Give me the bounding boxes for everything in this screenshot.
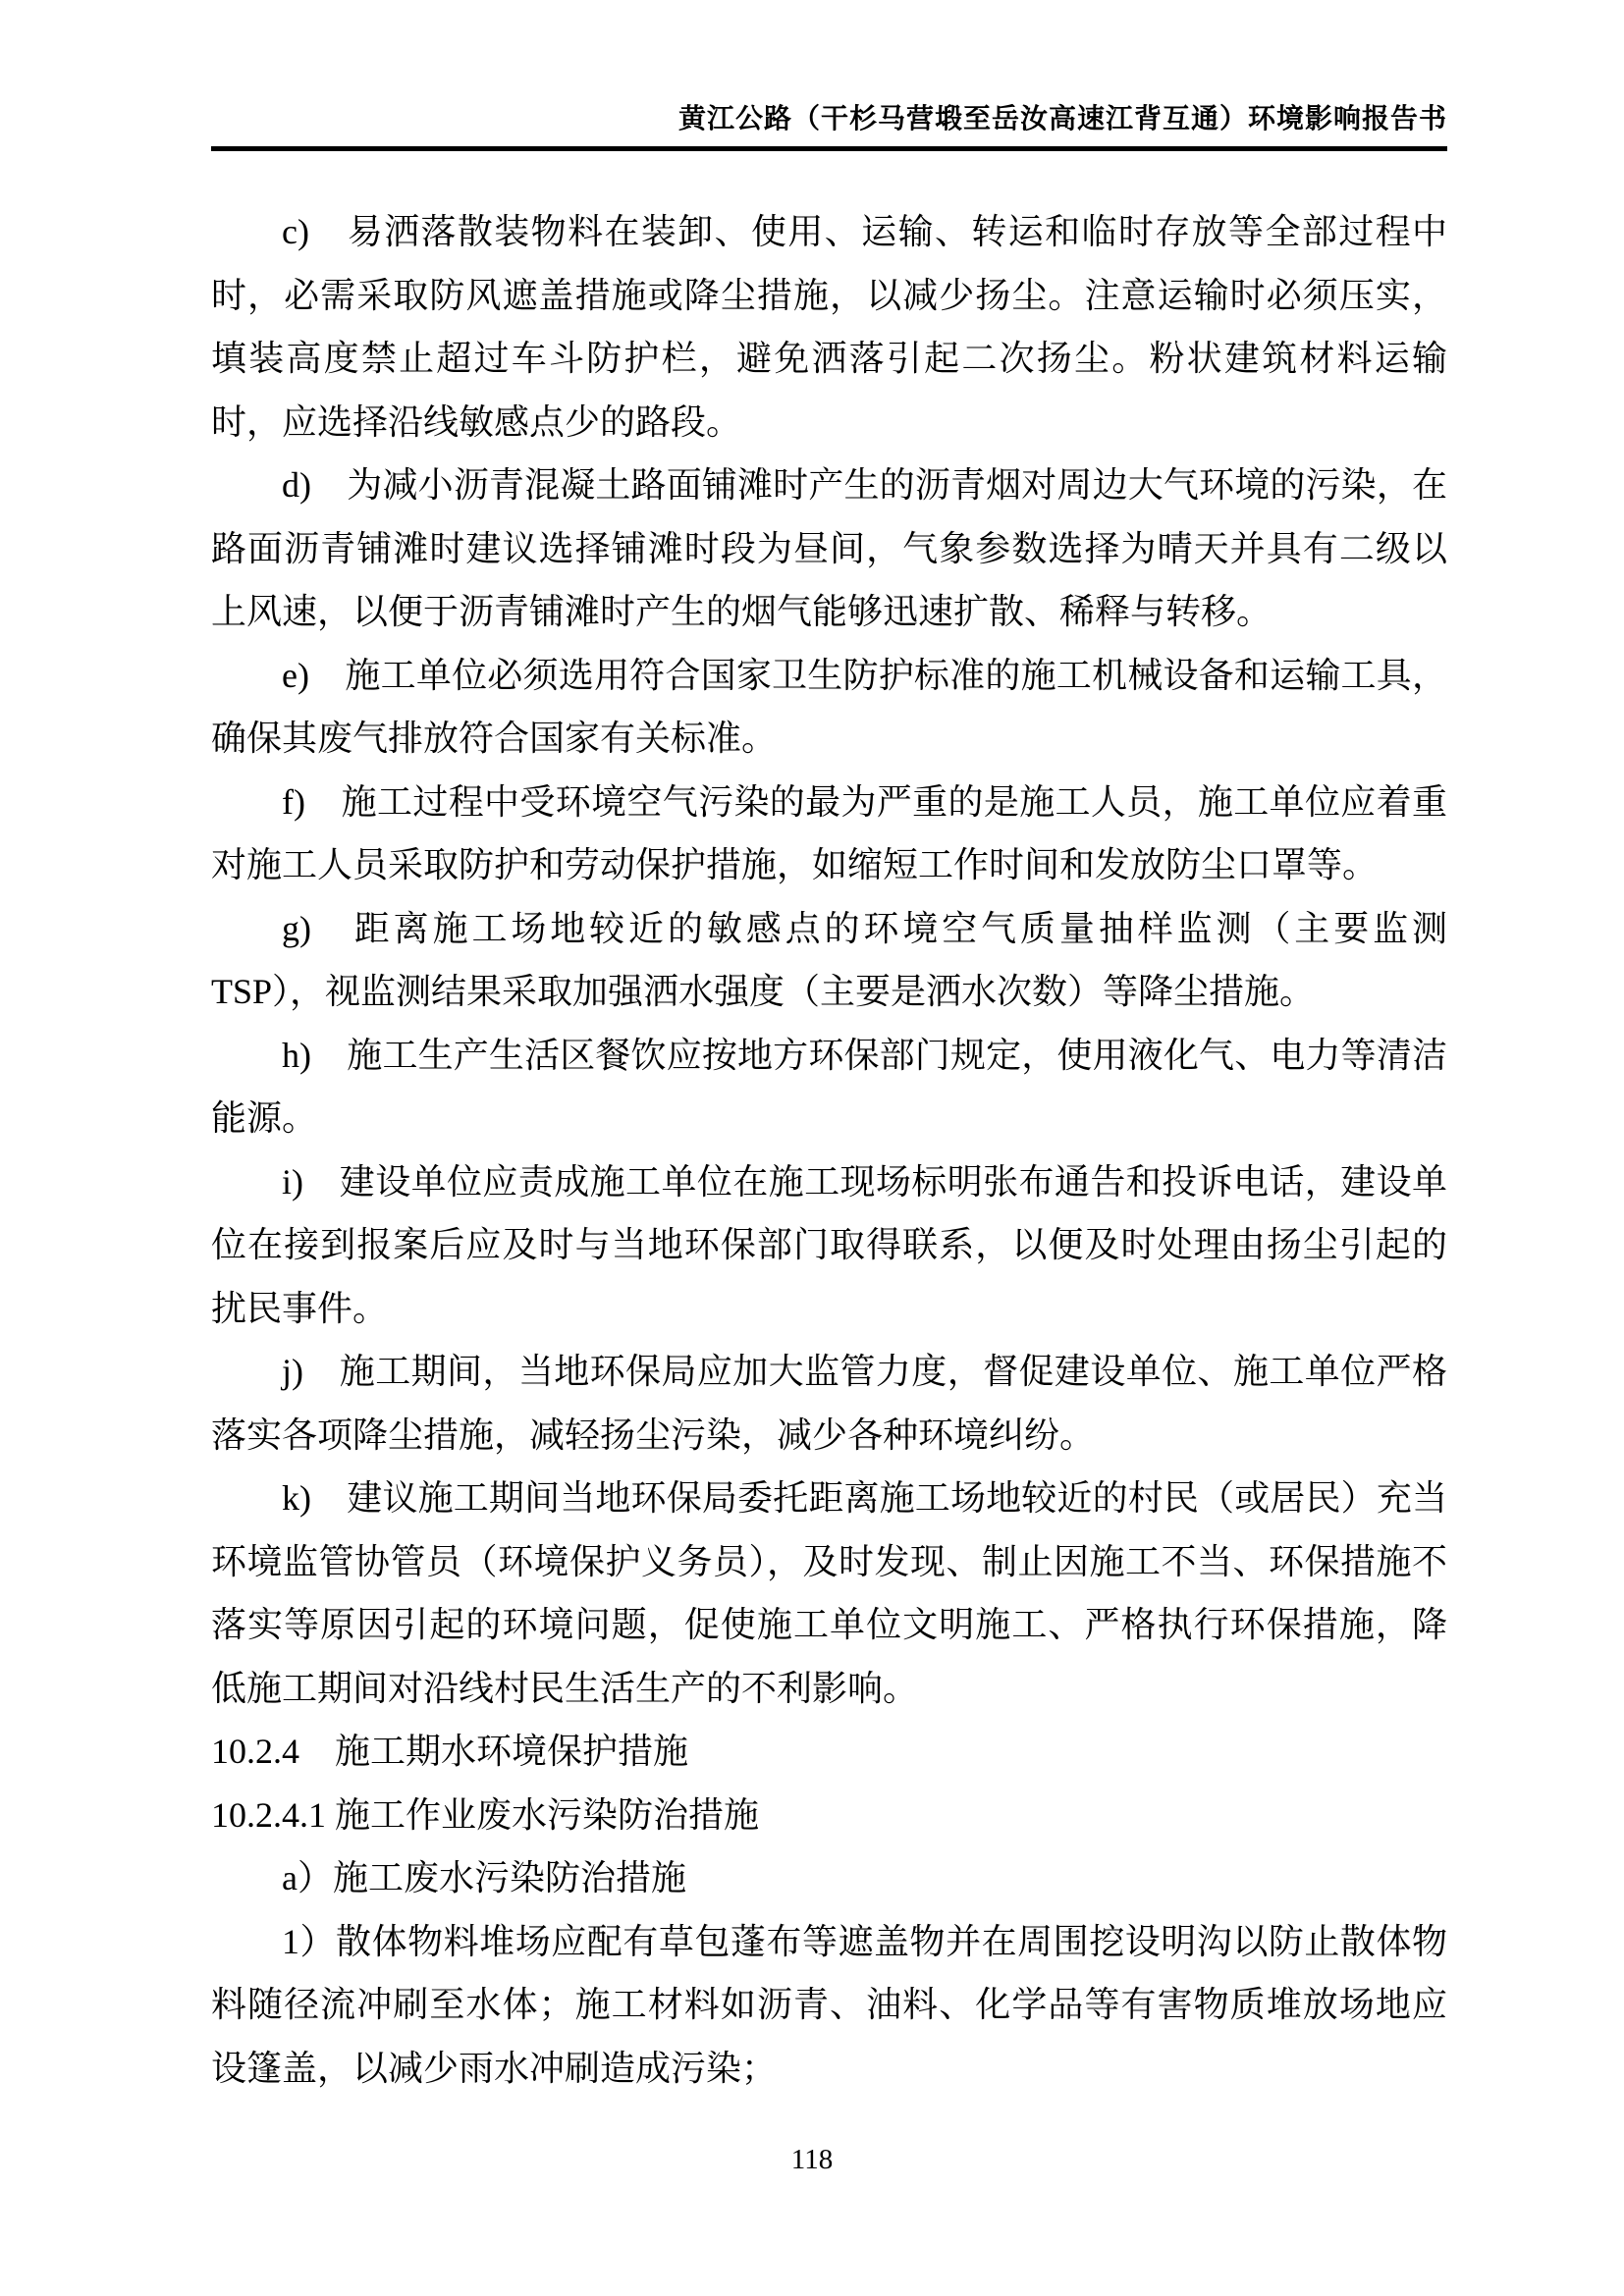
paragraph-item-e: e) 施工单位必须选用符合国家卫生防护标准的施工机械设备和运输工具，确保其废气排放符合国家有关标准。 [211,655,1447,758]
paragraph-item-f: f) 施工过程中受环境空气污染的最为严重的是施工人员，施工单位应着重对施工人员采取防护和劳动保护措施，如缩短工作时间和发放防尘口罩等。 [211,781,1447,884]
paragraph-item-j: j) 施工期间，当地环保局应加大监管力度，督促建设单位、施工单位严格落实各项降尘措施，减轻扬尘污染，减少各种环境纠纷。 [211,1352,1447,1455]
paragraph-item-k: k) 建议施工期间当地环保局委托距离施工场地较近的村民（或居民）充当环境监管协管员（环境保护义务员），及时发现、制止因施工不当、环保措施不落实等原因引起的环境问题，促使施工单位文明施工、严格执行环保措施，降低施工期间对沿线村民生活生产的不利影响。 [211,1478,1447,1708]
paragraph-item-1: 1）散体物料堆场应配有草包蓬布等遮盖物并在周围挖设明沟以防止散体物料随径流冲刷至水体；施工材料如沥青、油料、化学品等有害物质堆放场地应设篷盖，以减少雨水冲刷造成污染； [211,1921,1447,2088]
paragraph-item-h: h) 施工生产生活区餐饮应按地方环保部门规定，使用液化气、电力等清洁能源。 [211,1035,1447,1138]
paragraph-item-d: d) 为减小沥青混凝土路面铺滩时产生的沥青烟对周边大气环境的污染，在路面沥青铺滩时建议选择铺滩时段为昼间，气象参数选择为晴天并具有二级以上风速，以便于沥青铺滩时产生的烟气能够迅速扩散、稀释与转移。 [211,465,1447,631]
section-heading-10-2-4: 10.2.4 施工期水环境保护措施 [211,1732,689,1771]
paragraph-item-a: a）施工废水污染防治措施 [282,1858,686,1897]
header-divider-rule [211,146,1447,151]
paragraph-item-g: g) 距离施工场地较近的敏感点的环境空气质量抽样监测（主要监测 TSP），视监测结果采取加强洒水强度（主要是洒水次数）等降尘措施。 [211,908,1447,1011]
paragraph-item-c: c) 易洒落散装物料在装卸、使用、运输、转运和临时存放等全部过程中时，必需采取防风遮盖措施或降尘措施，以减少扬尘。注意运输时必须压实，填装高度禁止超过车斗防护栏，避免洒落引起二次扬尘。粉状建筑材料运输时，应选择沿线敏感点少的路段。 [211,212,1447,442]
page-number: 118 [790,2144,834,2175]
paragraph-item-i: i) 建设单位应责成施工单位在施工现场标明张布通告和投诉电话，建设单位在接到报案后应及时与当地环保部门取得联系，以便及时处理由扬尘引起的扰民事件。 [211,1161,1447,1328]
document-body [211,200,1447,2100]
page-header-title: 黄江公路（干杉马营塅至岳汝高速江背互通）环境影响报告书 [677,104,1447,134]
section-heading-10-2-4-1: 10.2.4.1 施工作业废水污染防治措施 [211,1794,760,1835]
